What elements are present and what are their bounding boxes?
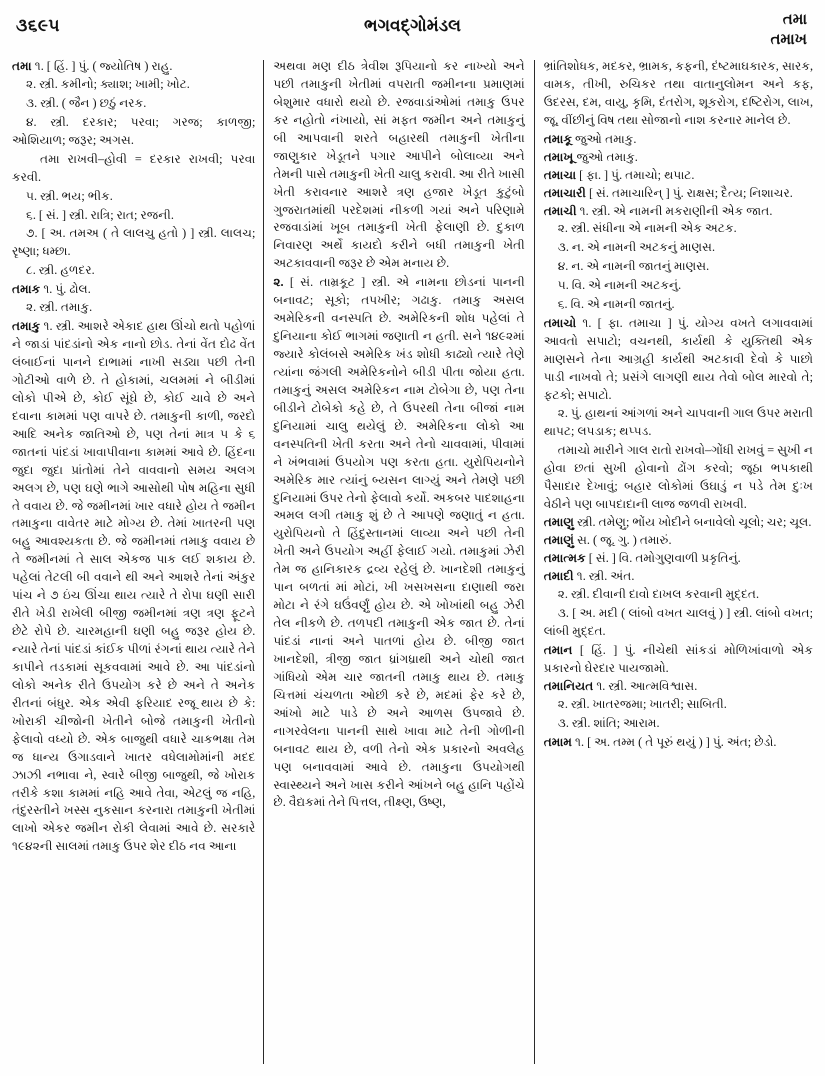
entry-sense: ૨. સ્ત્રી. દીવાની દાવો દાખલ કરવાની મુદ્દત.: [557, 587, 760, 602]
headword: તમામ: [543, 734, 572, 749]
entry-sense: ૫. વિ. એ નામની અટકનું.: [557, 278, 682, 293]
book-title: ભગવદ્ગોમંડલ: [364, 16, 461, 35]
text-column-2: [264, 58, 533, 1068]
dictionary-entry: તમાક ૧. પું. ઢોલ.: [12, 282, 91, 297]
dictionary-entry: તમાકુ ૧. સ્ત્રી. આશરે એકાદ હાથ ઊંચો થતો પહોળાં ને જાડાં પાંદડાંનો એક નાનો છોડ. તેનાં વેંત દોઢ વેંત લંબાઈનાં પાનને દાભામાં નાખી સડ્યા પછી તેની ગોટીઓ વાળે છે. તે હોકામાં, ચલમમાં ને બીડીમાં લોકો પીએ છે, કોઈ સૂંઘે છે, કોઈ ચાવે છે અને દવાના કામમાં પણ વાપરે છે. તમાકુની કાળી, જરદો આદિ અનેક જાતિઓ છે, પણ તેનાં માત્ર ૫ કે ૬ જાતનાં પાંદડાં ખાવાપીવાના કામમાં આવે છે. હિંદના જુદા જુદા પ્રાંતોમાં તેને વાવવાનો સમય અલગ અલગ છે, પણ ઘણે ભાગે આસોથી પોષ મહિના સુધી તે વવાય છે. જે જમીનમાં ખાર વધારે હોય તે જમીન તમાકુના વાવેતર માટે મોગ્ય છે. તેમાં ખાતરની પણ બહુ આવશ્યકતા છે. જે જમીનમાં તમાકુ વવાય છે તે જમીનમાં તે સાલ એકજ પાક લઈ શકાય છે. પહેલાં તેટલી બી વવાને થી અને આશરે તેનાં અંકુર પાંચ ને ૭ ઇંચ ઊંચા થાય ત્યારે તે રોપા ઘણી સારી રીતે ખેડી રાખેલી બીજી જમીનમાં ત્રણ ત્રણ ફૂટને છેટે રોપે છે. ચારમહાની ઘણી બહુ જરૂર હોય છે. ન્યારે તેનાં પાંદડાં કાંઈક પીળાં રંગનાં થાય ત્યારે તેને કાપીને તડકામાં સૂકવવામાં આવે છે. આ પાંદડાંનો લોકો અનેક રીતે ઉપયોગ કરે છે અને તે અનેક રીતનાં બંધુર. એક એવી ફરિયાદ રજૂ થાય છે કે: ખોરાકી ચીજોની ખેતીને બોજે તમાકુની ખેતીનો ફેલાવો વધ્યો છે. એક બાજુથી વધારે ચાકભક્ષા તેમ જ ધાન્ય ઉગાડવાને ખાતર વધેલામોમાંની મદદ ઝાઝી નભાવા ને, સ્વારે બીજી બાજુથી, જે ખોરાક તરીકે કશા કામમાં નહિ આવે તેવા, એટલું જ નહિ, તંદુરસ્તીને ખસ્સ નુકસાન કરનારા તમાકુની ખેતીમાં લાખો એકર જમીન રોકી લેવામાં આવે છે. સરકારે ૧૯૪૨ની સાલમાં તમાકુ ઉપર શેર દીઠ નવ આના: [12, 319, 256, 854]
dictionary-entry: તમાકૂ જુઓ તમાકુ.: [543, 131, 637, 146]
dictionary-entry: તમાન [ હિં. ] પું. નીચેથી સાંકડાં મોળિખાંવાળો એક પ્રકારનો ઘેરદાર પાયજામો.: [543, 643, 813, 675]
entry-sense: ૨. સ્ત્રી. સંધીના એ નામની એક અટક.: [557, 221, 737, 236]
entry-sense: ૨. સ્ત્રી. કમીનો; ક્યાશ; ખામી; ખોટ.: [26, 76, 190, 91]
running-head: [0, 0, 825, 58]
guide-word-bottom: તમાખ: [770, 32, 807, 49]
entry-idiom-line: તમા રાખવી–હોવી = દરકાર રાખવી; પરવા કરવી.: [12, 151, 256, 184]
entry-sense: ૩. સ્ત્રી. શાંતિ; આરામ.: [557, 715, 660, 730]
headword: તમાણું: [543, 533, 575, 548]
dictionary-entry: તમાણુ સ્ત્રી. તમેણુ; ભોંય ખોદીને બનાવેલો ચૂલો; ચર; ચૂલ.: [543, 515, 812, 530]
entry-sense: ૩. ન. એ નામની અટકનું માણસ.: [557, 240, 716, 255]
entry-sense: ૮. સ્ત્રી. હળદર.: [26, 263, 95, 278]
text-column-3: [535, 58, 813, 1068]
headword: તમાચા: [543, 167, 577, 182]
entry-sense: ૬. [ સં. ] સ્ત્રી. રાત્રિ; રાત; રજની.: [26, 207, 174, 222]
guide-words: [770, 10, 807, 51]
headword: તમાક: [12, 282, 41, 297]
entry-sense: ૬. વિ. એ નામની જાતનું.: [557, 297, 675, 312]
dictionary-entry: તમાદી ૧. સ્ત્રી. અંત.: [543, 569, 635, 584]
dictionary-entry: તમાચારી [ સં. તમાચારિન્ ] પું. રાક્ષસ; દૈત્ય; નિશાચર.: [543, 185, 793, 200]
headword: તમાખૂ: [543, 149, 574, 164]
headword: તમાચી: [543, 203, 577, 218]
text-column-1: [12, 58, 263, 1068]
dictionary-entry: તમાચા [ ફા. ] પું. તમાચો; થપાટ.: [543, 167, 695, 182]
entry-body-text: ૨. પું. હાથનાં આંગળાં અને ચાપવાની ગાલ ઉપર મરાતી થાપટ; લપડાક; થપ્પડ.: [543, 405, 813, 438]
headword: તમાનિયત: [543, 678, 594, 693]
page-number: ૩૬૯૫: [16, 16, 61, 35]
dictionary-entry: તમાચી ૧. સ્ત્રી. એ નામની મકરાણીની એક જાત.: [543, 203, 773, 218]
headword: તમાણુ: [543, 515, 575, 530]
entry-body-text: તમાચો મારીને ગાલ રાતો રાખવો–ગોંધી રાખવું = સુખી ન હોવા છતાં સુખી હોવાનો ઢોંગ કરવો; જૂઠા ભપકાથી પૈસાદાર દેખાવું; બહાર લોકોમાં ઉઘાડું ન પડે તેમ દુઃખ વેઠીને પણ બાપદાદાની લાજ જળવી રાખવી.: [543, 442, 813, 511]
guide-word-top: તમા: [782, 12, 807, 28]
headword: તમાન: [543, 643, 573, 657]
entry-sense: ૨. સ્ત્રી. તમાકુ.: [26, 300, 93, 315]
entry-sense: ૫. સ્ત્રી. ભય; ભીક.: [26, 188, 113, 203]
dictionary-entry: તમાખૂ જુઓ તમાકુ.: [543, 149, 638, 164]
headword: તમા: [12, 59, 32, 73]
headword: તમાત્મક: [543, 551, 586, 566]
entry-sense: ૩. સ્ત્રી. ( જૈન ) છઠું નરક.: [26, 95, 147, 110]
dictionary-entry: તમામ ૧. [ અ. તમ્મ ( તે પૂરું થયું ) ] પું. અંત; છેડો.: [543, 734, 777, 749]
entry-body-text: અથવા મણ દીઠ ત્રેવીશ રૂપિયાનો કર નાખ્યો અને પછી તમાકુની ખેતીમાં વપરાતી જમીનના પ્રમાણમાં બેશુમાર વધારો થયો છે. રજવાડાંઓમાં તમાકુ ઉપર કર નહોતો નંખાયો, સાં મફત જમીન અને તમાકુનું બી આપવાની શરતે બહારથી તમાકુની ખેતીના જાણુકાર ખેડૂતને પગાર આપીને બોલાવ્યા અને તેમની પાસે તમાકુની ખેતી ચાલુ કરાવી. આ રીતે ખાસી ખેતી કરાવનાર આશરે ત્રણ હજાર ખેડૂત કુટુંબો ગુજરાતમાંથી પરદેશમાં નીકળી ગયાં અને પરિણામે રજવાડાંમાં ખૂબ તમાકુની ખેતી ફેલાણી છે. દુકાળ નિવારણ અર્થે કાયદો કરીને બધી તમાકુની ખેતી અટકાવવાની જરૂર છે એમ મનાય છે.: [273, 59, 525, 271]
headword: તમાદી: [543, 569, 574, 584]
entry-sense: ૭. [ અ. તમઅ ( તે લાલચુ હતો ) ] સ્ત્રી. લાલચ; રૃષ્ણા; ધમ્છા.: [12, 226, 256, 259]
dictionary-entry: ૨. [ સં. તામ્રકૂટ ] સ્ત્રી. એ નામના છોડનાં પાનની બનાવટ; સૂકો; તપખીર; ગઢાકુ. તમાકુ અસલ અમેરિકની વનસ્પતિ છે. અમેરિકની શોધ પહેલાં તે દુનિયાના કોઈ ભાગમાં જણાતી ન હતી. સને ૧૪૯૨માં જ્યારે કોલંબસે અમેરિક ખંડ શોધી કાઢ્યો ત્યારે તેણે ત્યાંના જંગલી અમેરિકનોને બીડી પીતા જોયા હતા. તમાકુનું અસલ અમેરિકન નામ ટોબેગા છે, પણ તેના બીડીને ટોબેકો કહે છે, તે ઉપરથી તેના બીજાં નામ દુનિયામાં ચાલુ થયેલું છે. અમેરિકના લોકો આ વનસ્પતિની ખેતી કરતા અને તેનો ચાવવામાં, પીવામાં ને ખંભવામાં ઉપયોગ પણ કરતા હતા. યુરોપિયનોને અમેરિક માર ત્યાંનું બ્યસન લાગ્યું અને તેમણે પછી દુનિયામાં ઉપર તેનો ફેલાવો કર્યો. અકબર પાદશાહના અમલ લગી તમાકુ શું છે તે આપણે જણાતું ન હતા. યુરોપિયનો તે હિંદુસ્તાનમાં લાવ્યા અને પછી તેની ખેતી અને ઉપયોગ અહીં ફેલાઈ ગયો. તમાકુમાં ઝેરી તેમ જ હાનિકારક દ્રવ્ય રહેલું છે. ખાનદેશી તમાકુનું પાન બળતાં માં મોટાં, ખી ખસખસના દાણાથી જરા મોટા ને રંગે ઘઉંવર્ણું હોય છે. એ ખોખાંથી બહુ ઝેરી તેલ નીકળે છે. તળપદી તમાકુની એક જાત છે. તેનાં પાંદડાં નાનાં અને પાતળાં હોય છે. બીજી જાત ખાનદેશી, ત્રીજી જાત ધ્રાંગધ્રાથી અને ચોથી જાત ગાંધિયો એમ ચાર જાતની તમાકુ થાય છે. તમાકુ ચિત્તમાં ચંચળતા ઓછી કરે છે, મદમાં ફેર કરે છે, આંખો માટે પાડે છે અને આળસ ઉપજાવે છે. નાગરવેલના પાનની સાથે ખાવા માટે તેની ગોળીની બનાવટ થાય છે, વળી તેનો એક પ્રકારનો અવલેહ પણ બનાવવામાં આવે છે. તમાકુના ઉપયોગથી સ્વાસ્થ્યને અને ખાસ કરીને આંખને બહુ હાનિ પહોંચે છે. વૈદ્યકમાં તેને પિત્તલ, તીક્ષ્ણ, ઉષ્ણ,: [273, 275, 525, 810]
column-container: [0, 58, 825, 1068]
headword: તમાકુ: [12, 319, 41, 334]
headword: ૨.: [273, 275, 284, 290]
headword: તમાચારી: [543, 185, 586, 200]
entry-body-text: ભ્રાંતિશોધક, મદકર, ભ્રામક, કફની, દંષ્ટમાઘકારક, સારક, વામક, તીખી, રુચિકર તથા વાતાનુલોમન અને કફ, ઉદરસ, દમ, વાયુ, કૃમિ, દંતરોગ, શૂકરોગ, દષ્ટિરોગ, લાખ, જૂ, વીંછીનું વિષ તથા સોજાનો નાશ કરનાર માનેલ છે.: [543, 59, 813, 127]
dictionary-entry: તમા ૧. [ હિં. ] પું. ( જ્યોતિષ ) રાહુ.: [12, 59, 173, 73]
dictionary-entry: તમાનિયત ૧. સ્ત્રી. આત્મવિશ્વાસ.: [543, 678, 698, 693]
dictionary-entry: તમાચો ૧. [ ફા. તમાચા ] પું. યોગ્ય વખતે લગાવવામાં આવતો સપાટો; વચનથી, કાર્યથી કે યુક્તિથી એક માણસને તેના આગ્રહી કાર્યથી અટકાવી દેવો કે પાછો પાડી નાખવો તે; પ્રસંગે લાગણી થાય તેવો બોલ મારવો તે; ફટકો; સપાટો.: [543, 316, 813, 402]
entry-sense: ૩. [ અ. મદી ( લાંબો વખત ચાલવું ) ] સ્ત્રી. લાંબો વખત; લાંબી મુદ્દત.: [543, 606, 813, 639]
headword: તમાચો: [543, 316, 577, 331]
entry-sense: ૪. સ્ત્રી. દરકાર; પરવા; ગરજ; કાળજી; ઓશિયાળ; જરૂર; અગસ.: [12, 114, 256, 147]
entry-sense: ૨. સ્ત્રી. ખાતરજમા; ખાતરી; સાબિતી.: [557, 696, 727, 711]
entry-sense: ૪. ન. એ નામની જાતનું માણસ.: [557, 259, 710, 274]
headword: તમાકૂ: [543, 131, 572, 146]
dictionary-entry: તમાત્મક [ સં. ] વિ. તમોગુણવાળી પ્રકૃતિનું.: [543, 551, 741, 566]
dictionary-entry: તમાણું સ. ( જૂ. ગુ. ) તમારું.: [543, 533, 672, 548]
